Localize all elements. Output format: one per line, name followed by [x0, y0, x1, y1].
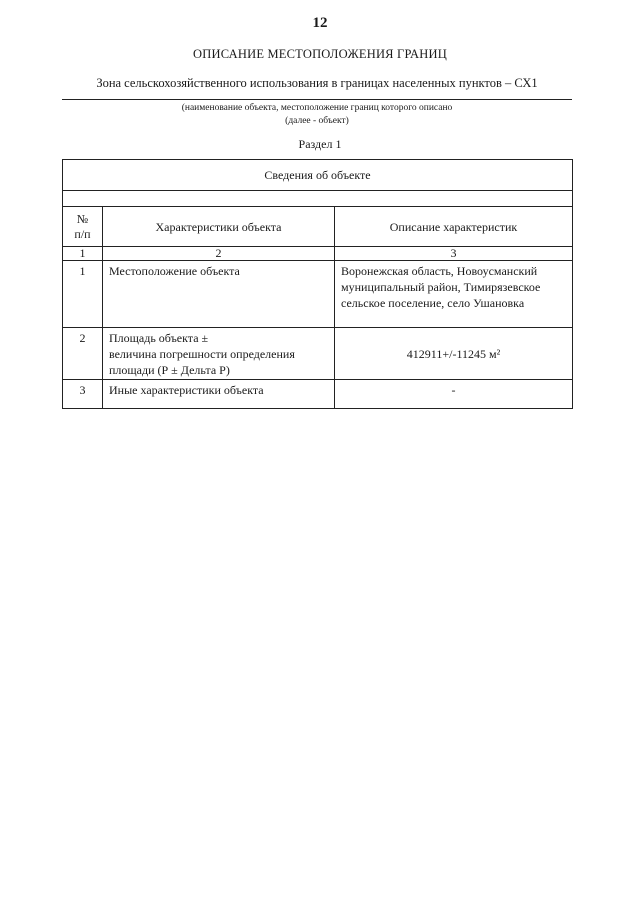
column-number-2: 2: [103, 247, 335, 261]
document-title: ОПИСАНИЕ МЕСТОПОЛОЖЕНИЯ ГРАНИЦ: [193, 47, 447, 61]
row-number: 3: [63, 380, 103, 409]
row-characteristic-line-2: величина погрешности определения: [109, 347, 295, 361]
row-description: Воронежская область, Новоусманский муниципальный район, Тимирязевское сельское поселение, село Ушановка: [335, 261, 573, 328]
table-row: [63, 261, 573, 328]
object-caption-line-2: (далее - объект): [285, 116, 349, 126]
row-characteristic-line-1: Площадь объекта ±: [109, 331, 209, 345]
row-characteristic-line-3: площади (Р ± Дельта Р): [109, 363, 230, 377]
page-number: 12: [312, 15, 328, 31]
table-spacer-row: [63, 191, 573, 207]
table-row: [63, 328, 573, 380]
row-description: 412911+/-11245 м²: [335, 328, 573, 380]
column-header-number-text: № п/п: [74, 211, 91, 241]
column-number-1: 1: [63, 247, 103, 261]
column-number-3: 3: [335, 247, 573, 261]
object-caption-line-1: (наименование объекта, местоположение границ которого описано: [181, 103, 453, 113]
table-column-numbers: [63, 247, 573, 261]
row-characteristic: Местоположение объекта: [103, 261, 335, 328]
section-title: Раздел 1: [298, 137, 342, 151]
row-description: -: [335, 380, 573, 409]
table-heading: Сведения об объекте: [63, 160, 573, 191]
table-row: [63, 380, 573, 409]
column-header-characteristic: Характеристики объекта: [103, 207, 335, 247]
object-name: Зона сельскохозяйственного использования в границах населенных пунктов – СХ1: [96, 76, 538, 90]
row-characteristic: Иные характеристики объекта: [103, 380, 335, 409]
column-header-number: [63, 207, 103, 247]
table-column-headers: [63, 207, 573, 247]
row-number: 1: [63, 261, 103, 328]
object-name-underline: [62, 99, 572, 100]
row-characteristic: [103, 328, 335, 380]
object-info-table: [62, 159, 573, 409]
row-number: 2: [63, 328, 103, 380]
object-caption: [62, 102, 572, 128]
column-header-description: Описание характеристик: [335, 207, 573, 247]
